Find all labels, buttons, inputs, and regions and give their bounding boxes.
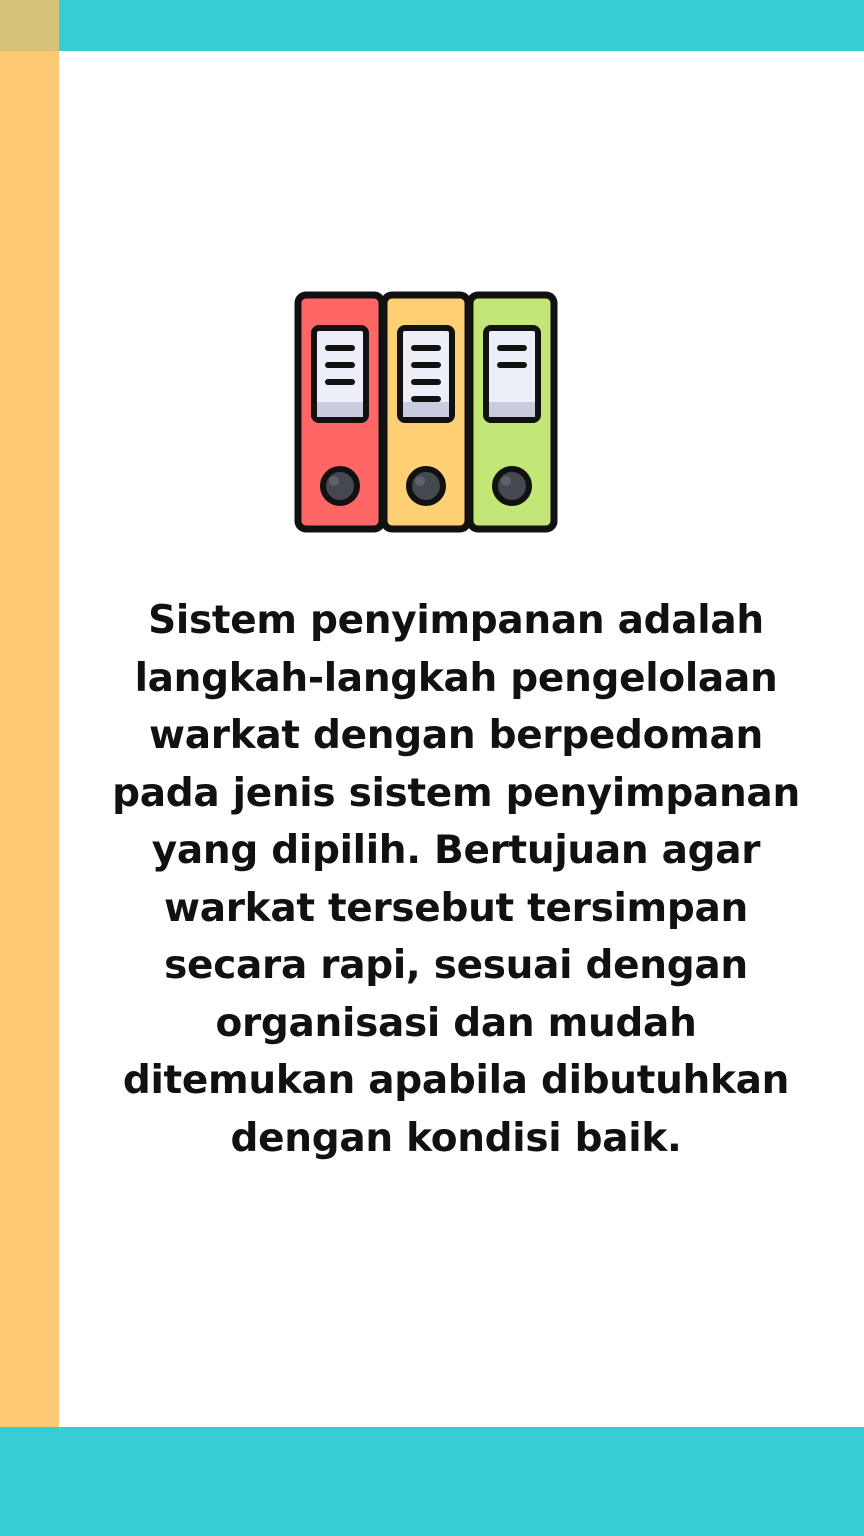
top-left-corner-block	[0, 0, 59, 51]
bottom-accent-bar	[0, 1427, 864, 1536]
left-side-stripe	[0, 51, 59, 1427]
binders-icon	[292, 290, 560, 534]
yellow-binder	[384, 295, 468, 529]
description-paragraph: Sistem penyimpanan adalah langkah-langkah pengelolaan warkat dengan berpedoman pada jenis sistem penyimpanan yang dipilih. Bertujuan agar warkat tersebut tersimpan secara rapi, sesuai dengan organisasi dan mudah ditemukan apabila dibutuhkan dengan kondisi baik.	[112, 598, 800, 1161]
green-binder	[470, 295, 554, 529]
top-accent-bar	[0, 0, 864, 51]
red-binder	[298, 295, 382, 529]
